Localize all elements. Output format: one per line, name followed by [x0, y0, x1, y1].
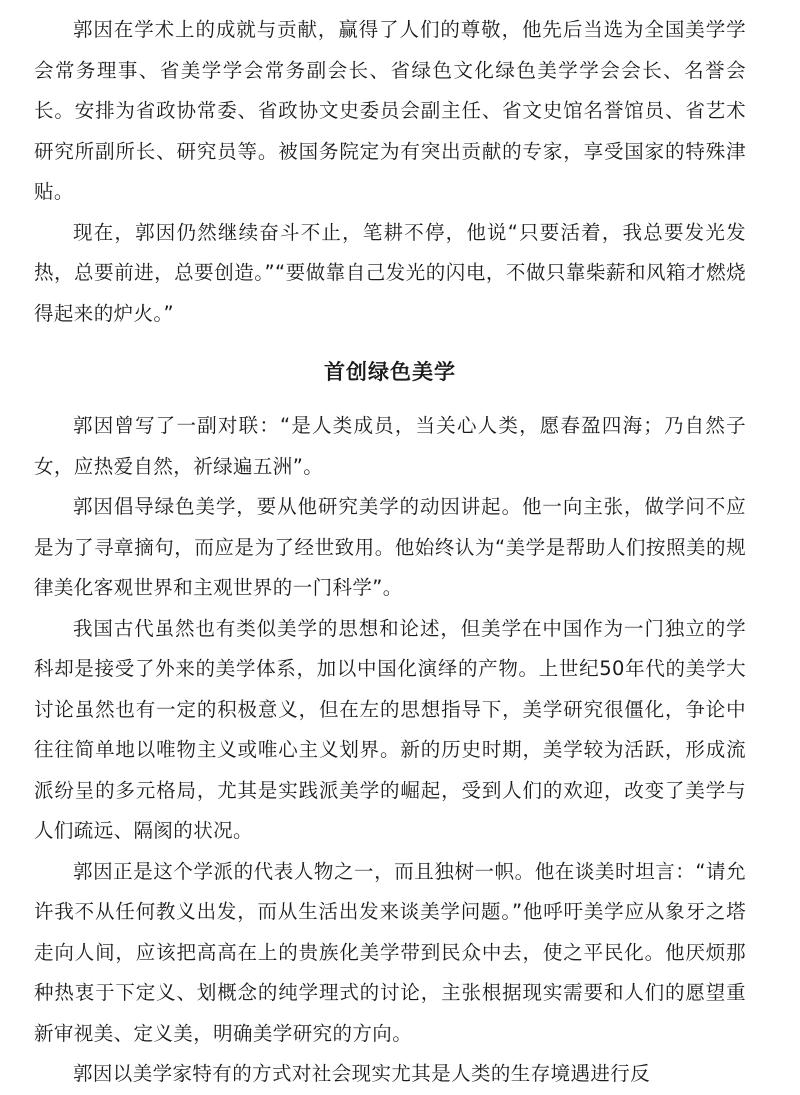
paragraph-aesthetics-history: 我国古代虽然也有类似美学的思想和论述，但美学在中国作为一门独立的学科却是接受了外来的美学体系，加以中国化演绎的产物。上世纪50年代的美学大讨论虽然也有一定的积极意义，但在左的思想指导下，美学研究很僵化，争论中往往简单地以唯物主义或唯心主义划界。新的历史时期，美学较为活跃，形成流派纷呈的多元格局，尤其是实践派美学的崛起，受到人们的欢迎，改变了美学与人们疏远、隔阂的状况。	[34, 616, 746, 842]
paragraph-continuing-work: 现在，郭因仍然继续奋斗不止，笔耕不停，他说“只要活着，我总要发光发热，总要前进，总要创造。”“要做靠自己发光的闪电，不做只靠柴薪和风箱才燃烧得起来的炉火。”	[34, 220, 746, 325]
paragraph-green-aesthetics-origin: 郭因倡导绿色美学，要从他研究美学的动因讲起。他一向主张，做学问不应是为了寻章摘句，而应是为了经世致用。他始终认为“美学是帮助人们按照美的规律美化客观世界和主观世界的一门科学”。	[34, 495, 746, 599]
paragraph-couplet: 郭因曾写了一副对联：“是人类成员，当关心人类，愿春盈四海；乃自然子女，应热爱自然，祈绿遍五洲”。	[34, 414, 746, 478]
paragraph-honors: 郭因在学术上的成就与贡献，赢得了人们的尊敬，他先后当选为全国美学学会常务理事、省美学学会常务副会长、省绿色文化绿色美学学会会长、名誉会长。安排为省政协常委、省政协文史委员会副主任、省文史馆名誉馆员、省艺术研究所副所长、研究员等。被国务院定为有突出贡献的专家，享受国家的特殊津贴。	[34, 18, 746, 203]
section-heading: 首创绿色美学	[324, 360, 456, 384]
paragraph-school-representative: 郭因正是这个学派的代表人物之一，而且独树一帜。他在谈美时坦言：“请允许我不从任何教义出发，而从生活出发来谈美学问题。”他呼吁美学应从象牙之塔走向人间，应该把高高在上的贵族化美学带到民众中去，使之平民化。他厌烦那种热衷于下定义、划概念的纯学理式的讨论，主张根据现实需要和人们的愿望重新审视美、定义美，明确美学研究的方向。	[34, 859, 746, 1045]
paragraph-social-reflection: 郭因以美学家特有的方式对社会现实尤其是人类的生存境遇进行反	[73, 1062, 651, 1085]
document-page	[34, 10, 746, 1095]
